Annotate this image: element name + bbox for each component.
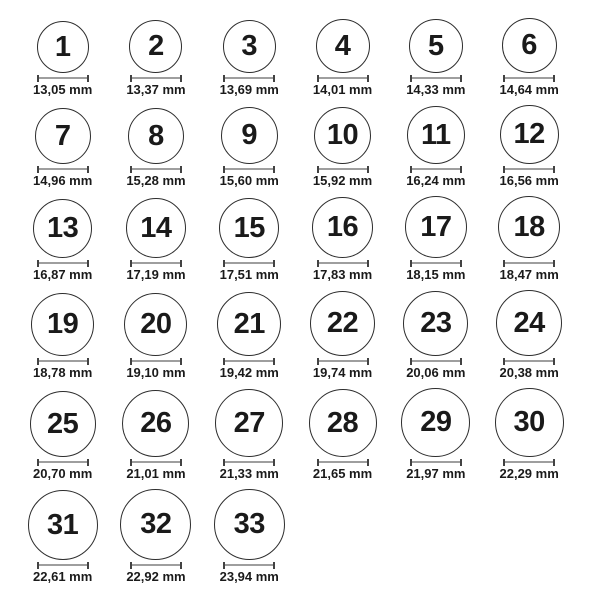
ring-size-cell [109,198,202,282]
diameter-label: 19,42 mm [219,365,279,380]
size-row [16,388,600,481]
ring-size-number: 23 [420,307,452,339]
diameter-dimension-line [37,260,89,267]
ring-size-cell [482,388,575,481]
ring-circle [30,391,96,457]
diameter-label: 13,37 mm [126,82,186,97]
ring-size-cell [109,20,202,97]
ring-size-cell [482,196,575,282]
diameter-dimension-line [37,166,89,173]
ring-size-cell [109,108,202,188]
ring-size-cell [203,489,296,584]
ring-size-cell [389,388,482,481]
ring-size-number: 27 [233,406,265,439]
size-row [16,290,600,380]
size-row [16,105,600,188]
ring-circle [219,198,279,258]
ring-size-cell [109,390,202,481]
ring-size-number: 30 [513,406,545,438]
diameter-dimension-line [223,75,275,82]
ring-circle [223,20,276,73]
diameter-dimension-line [223,358,275,365]
diameter-dimension-line [37,459,89,466]
diameter-dimension-line [317,260,369,267]
ring-circle [124,293,187,356]
ring-circle [403,291,468,356]
ring-size-cell [109,489,202,584]
ring-circle [37,21,89,73]
ring-size-number: 12 [513,118,545,150]
ring-size-number: 2 [148,30,164,62]
ring-circle [502,18,557,73]
ring-size-cell [296,19,389,97]
ring-circle [495,388,564,457]
ring-size-number: 21 [233,307,265,340]
diameter-dimension-line [130,166,182,173]
diameter-label: 19,10 mm [126,365,186,380]
diameter-dimension-line [503,459,555,466]
ring-size-number: 5 [428,29,444,62]
ring-size-cell [203,107,296,188]
ring-size-number: 6 [521,29,537,61]
diameter-dimension-line [410,166,462,173]
ring-size-cell [109,293,202,380]
ring-size-number: 29 [420,406,452,438]
ring-size-number: 14 [140,211,172,244]
diameter-label: 23,94 mm [219,569,279,584]
ring-circle [496,290,562,356]
ring-circle [309,389,377,457]
diameter-dimension-line [130,358,182,365]
diameter-dimension-line [223,562,275,569]
diameter-dimension-line [317,166,369,173]
ring-size-cell [16,490,109,584]
diameter-label: 18,78 mm [33,365,93,380]
diameter-label: 16,56 mm [499,173,559,188]
ring-size-number: 1 [54,30,71,63]
ring-size-number: 18 [513,210,545,243]
ring-size-cell [16,391,109,481]
ring-size-cell [203,20,296,97]
ring-size-number: 33 [233,508,265,540]
diameter-label: 21,01 mm [126,466,186,481]
diameter-label: 15,28 mm [126,173,186,188]
ring-size-number: 16 [326,211,359,243]
ring-size-number: 15 [233,211,265,244]
ring-size-cell [203,389,296,481]
diameter-label: 14,64 mm [499,82,559,97]
diameter-label: 17,83 mm [312,267,373,282]
diameter-dimension-line [503,260,555,267]
diameter-label: 16,87 mm [33,267,93,282]
ring-size-number: 26 [140,407,172,439]
diameter-dimension-line [130,562,182,569]
ring-size-cell [203,198,296,282]
ring-circle [126,198,186,258]
diameter-label: 17,19 mm [126,267,186,282]
diameter-dimension-line [37,562,89,569]
ring-size-cell [389,106,482,188]
diameter-label: 18,15 mm [406,267,466,282]
ring-circle [500,105,559,164]
diameter-dimension-line [223,260,275,267]
diameter-dimension-line [130,459,182,466]
ring-circle [35,108,91,164]
diameter-label: 14,01 mm [312,82,373,97]
diameter-label: 20,38 mm [499,365,559,380]
ring-size-number: 31 [47,508,79,541]
diameter-dimension-line [223,459,275,466]
diameter-label: 15,60 mm [219,173,279,188]
diameter-label: 16,24 mm [406,173,466,188]
ring-size-cell [296,197,389,282]
ring-circle [409,19,463,73]
ring-size-number: 7 [54,119,71,152]
ring-size-cell [296,389,389,481]
ring-size-cell [16,199,109,282]
diameter-dimension-line [317,75,369,82]
diameter-dimension-line [410,358,462,365]
ring-size-number: 11 [420,118,451,151]
diameter-label: 18,47 mm [499,267,559,282]
diameter-label: 22,92 mm [126,569,186,584]
ring-size-cell [16,293,109,380]
diameter-label: 15,92 mm [312,173,373,188]
ring-size-number: 3 [241,30,258,62]
ring-size-number: 22 [326,307,359,339]
ring-circle [221,107,278,164]
diameter-label: 21,97 mm [406,466,466,481]
ring-circle [407,106,465,164]
diameter-dimension-line [223,166,275,173]
ring-circle [314,107,371,164]
ring-circle [28,490,98,560]
size-row [16,18,600,97]
diameter-label: 20,06 mm [406,365,466,380]
ring-circle [122,390,189,457]
ring-circle [401,388,470,457]
diameter-label: 22,29 mm [499,466,559,481]
ring-size-cell [16,21,109,97]
diameter-dimension-line [410,459,462,466]
ring-size-cell [389,291,482,380]
diameter-dimension-line [130,75,182,82]
size-row [16,489,600,584]
ring-circle [129,20,182,73]
diameter-dimension-line [503,358,555,365]
ring-circle [120,489,191,560]
ring-size-number: 9 [241,119,258,151]
diameter-label: 17,51 mm [219,267,279,282]
ring-circle [128,108,184,164]
diameter-label: 22,61 mm [33,569,93,584]
ring-circle [215,389,283,457]
diameter-label: 20,70 mm [33,466,93,481]
ring-circle [310,291,375,356]
ring-size-number: 8 [148,119,164,152]
ring-size-cell [296,107,389,188]
ring-size-number: 28 [326,406,359,439]
diameter-dimension-line [317,459,369,466]
diameter-label: 19,74 mm [312,365,373,380]
diameter-dimension-line [503,75,555,82]
diameter-label: 21,33 mm [219,466,279,481]
ring-size-cell [482,105,575,188]
diameter-label: 13,05 mm [33,82,93,97]
ring-size-number: 24 [513,306,545,339]
diameter-dimension-line [503,166,555,173]
ring-size-number: 10 [326,119,359,151]
ring-circle [316,19,370,73]
ring-size-cell [296,291,389,380]
diameter-label: 14,96 mm [33,173,93,188]
diameter-dimension-line [37,358,89,365]
diameter-dimension-line [317,358,369,365]
diameter-dimension-line [130,260,182,267]
ring-size-cell [16,108,109,188]
ring-size-number: 32 [140,508,172,540]
diameter-dimension-line [410,260,462,267]
ring-size-cell [389,196,482,282]
size-row [16,196,600,282]
diameter-dimension-line [410,75,462,82]
ring-size-number: 19 [47,308,79,340]
ring-size-number: 4 [334,29,351,62]
ring-circle [31,293,94,356]
ring-circle [498,196,560,258]
ring-size-number: 13 [47,212,79,244]
ring-circle [217,292,281,356]
ring-size-number: 20 [140,308,172,340]
ring-size-cell [482,290,575,380]
diameter-label: 14,33 mm [406,82,466,97]
diameter-label: 21,65 mm [312,466,373,481]
diameter-label: 13,69 mm [219,82,279,97]
ring-size-number: 25 [47,407,79,440]
ring-size-number: 17 [420,210,452,243]
ring-circle [312,197,373,258]
ring-circle [33,199,92,258]
diameter-dimension-line [37,75,89,82]
ring-size-cell [203,292,296,380]
ring-size-cell [482,18,575,97]
ring-circle [405,196,467,258]
ring-circle [214,489,285,560]
ring-size-cell [389,19,482,97]
